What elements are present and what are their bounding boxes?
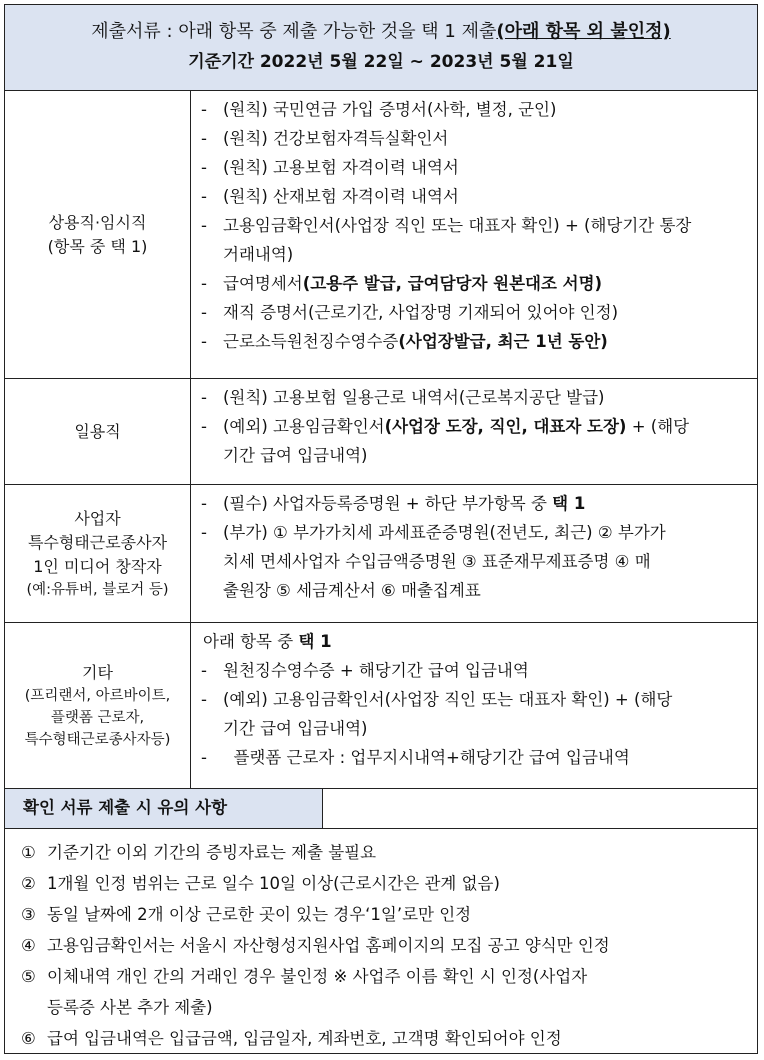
section-label-line: 사업자	[74, 508, 121, 528]
section-label-line: 기타	[82, 662, 113, 682]
section-items	[191, 91, 757, 378]
section-label-line: 상용직·임시직	[48, 212, 147, 232]
note-item: ① 기준기간 이외 기간의 증빙자료는 제출 불필요	[21, 843, 377, 862]
list-item: - 고용임금확인서(사업장 직인 또는 대표자 확인) + (해당기간 통장 거래내역)	[201, 216, 692, 264]
section-label-line: 특수형태근로종사자	[27, 532, 168, 552]
notes-list	[5, 829, 757, 1054]
list-item: - (원칙) 산재보험 자격이력 내역서	[201, 187, 459, 206]
section-label	[5, 91, 191, 378]
list-item: - (예외) 고용임금확인서(사업장 직인 또는 대표자 확인) + (해당 기간 급여 입금내역)	[201, 690, 673, 738]
document-table	[4, 4, 758, 1054]
section-other	[5, 623, 757, 789]
section-items	[191, 623, 757, 788]
section-label-line: 일용직	[74, 421, 121, 441]
header-box	[5, 5, 757, 91]
note-item: ⑥ 급여 입금내역은 입급금액, 입금일자, 계좌번호, 고객명 확인되어야 인정	[21, 1029, 562, 1048]
section-label-note: (프리랜서, 아르바이트,	[24, 687, 171, 704]
reference-period: 기준기간 2022년 5월 22일 ~ 2023년 5월 21일	[188, 52, 574, 72]
header-line-1-emphasis: (아래 항목 외 불인정)	[496, 21, 671, 42]
section-items	[191, 485, 757, 622]
section-label-note: 플랫폼 근로자,	[50, 709, 145, 726]
list-item: - 재직 증명서(근로기간, 사업장명 기재되어 있어야 인정)	[201, 303, 619, 322]
list-item: - 플랫폼 근로자 : 업무지시내역+해당기간 급여 입금내역	[201, 748, 630, 767]
list-item: - 원천징수영수증 + 해당기간 급여 입금내역	[201, 661, 529, 680]
header-line-1	[5, 19, 757, 45]
section-business-owner	[5, 485, 757, 623]
note-item: ⑤ 이체내역 개인 간의 거래인 경우 불인정 ※ 사업주 이름 확인 시 인정(사업자 등록증 사본 추가 제출)	[21, 967, 588, 1017]
section-label	[5, 623, 191, 788]
section-regular-temporary	[5, 91, 757, 379]
list-item: - 급여명세서(고용주 발급, 급여담당자 원본대조 서명)	[201, 274, 603, 293]
section-label-note: (예:유튜버, 블로거 등)	[26, 581, 169, 598]
section-daily-worker	[5, 379, 757, 485]
section-intro: 아래 항목 중 택 1	[203, 632, 332, 651]
header-line-1-text: 제출서류 : 아래 항목 중 제출 가능한 것을 택 1 제출	[91, 21, 497, 42]
note-item: ② 1개월 인정 범위는 근로 일수 10일 이상(근로시간은 관계 없음)	[21, 874, 500, 893]
list-item: - (원칙) 국민연금 가입 증명서(사학, 별정, 군인)	[201, 100, 557, 119]
section-label	[5, 379, 191, 484]
list-item: - (원칙) 고용보험 자격이력 내역서	[201, 158, 459, 177]
list-item: - (원칙) 고용보험 일용근로 내역서(근로복지공단 발급)	[201, 388, 605, 407]
section-items	[191, 379, 757, 484]
list-item: - 근로소득원천징수영수증(사업장발급, 최근 1년 동안)	[201, 332, 608, 351]
notes-header-row	[5, 789, 757, 829]
list-item: - (필수) 사업자등록증명원 + 하단 부가항목 중 택 1	[201, 494, 586, 513]
note-item: ④ 고용임금확인서는 서울시 자산형성지원사업 홈페이지의 모집 공고 양식만 인정	[21, 936, 610, 955]
section-label-line: 1인 미디어 창작자	[33, 556, 162, 576]
section-label-note: 특수형태근로종사자등)	[24, 731, 171, 748]
list-item: - (원칙) 건강보험자격득실확인서	[201, 129, 449, 148]
notes-title: 확인 서류 제출 시 유의 사항	[5, 789, 323, 828]
list-item: - (예외) 고용임금확인서(사업장 도장, 직인, 대표자 도장) + (해당 기간 급여 입금내역)	[201, 417, 690, 465]
list-item: - (부가) ① 부가가치세 과세표준증명원(전년도, 최근) ② 부가가 치세 면세사업자 수입금액증명원 ③ 표준재무제표증명 ④ 매 출원장 ⑤ 세금계산서 ⑥ 매출집계표	[201, 523, 666, 600]
section-label-line: (항목 중 택 1)	[47, 236, 148, 256]
section-label	[5, 485, 191, 622]
note-item: ③ 동일 날짜에 2개 이상 근로한 곳이 있는 경우‘1일’로만 인정	[21, 905, 472, 924]
